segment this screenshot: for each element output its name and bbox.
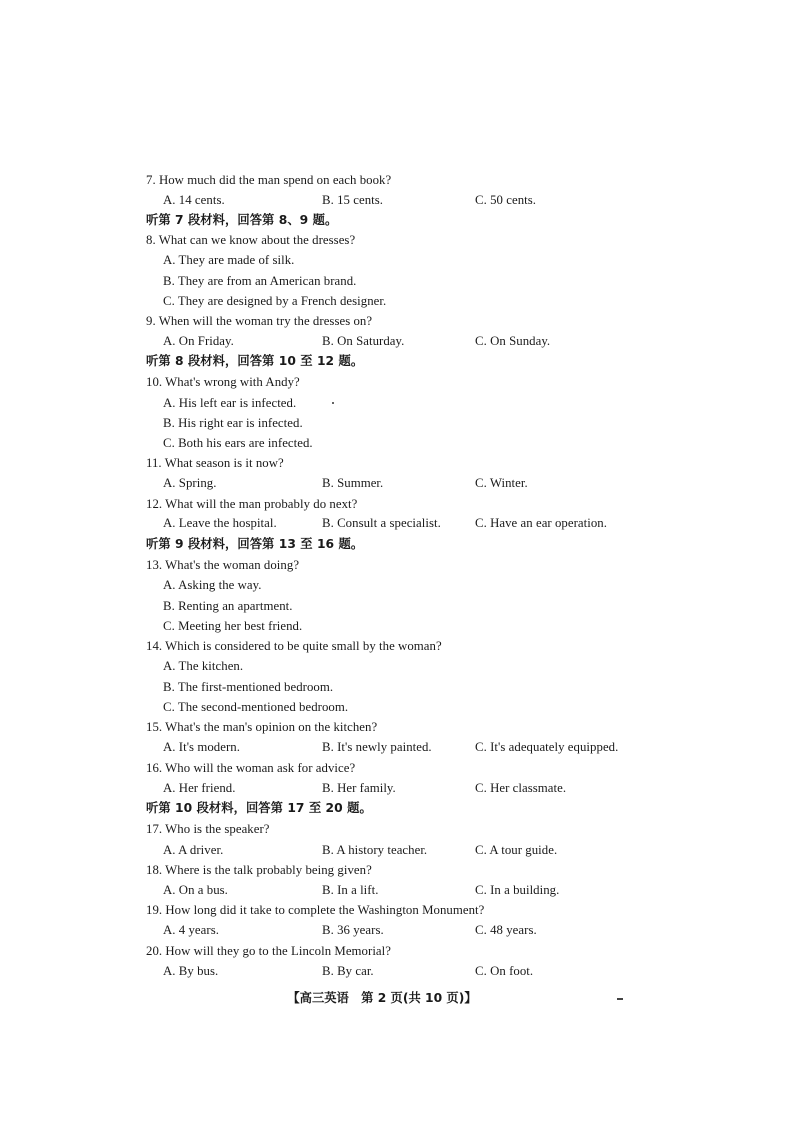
speck-mark [332, 402, 334, 404]
option-20a: A. By bus. [163, 964, 219, 978]
question-15: 15. What's the man's opinion on the kitchen? [146, 720, 378, 734]
option-17a: A. A driver. [163, 843, 224, 857]
section-heading-10: 听第 10 段材料，回答第 17 至 20 题。 [146, 801, 372, 815]
section-heading-9: 听第 9 段材料，回答第 13 至 16 题。 [146, 537, 364, 551]
question-17-options [0, 842, 800, 858]
option-20c: C. On foot. [475, 964, 534, 978]
option-11b: B. Summer. [322, 476, 384, 490]
option-9b: B. On Saturday. [322, 334, 405, 348]
question-11-options [0, 475, 800, 491]
option-13a: A. Asking the way. [163, 578, 262, 592]
question-7: 7. How much did the man spend on each book? [146, 173, 392, 187]
option-16a: A. Her friend. [163, 781, 236, 795]
question-13: 13. What's the woman doing? [146, 558, 300, 572]
dash-mark [617, 998, 623, 1000]
option-8c: C. They are designed by a French designer. [163, 294, 387, 308]
option-17b: B. A history teacher. [322, 843, 428, 857]
option-10a: A. His left ear is infected. [163, 396, 297, 410]
question-8: 8. What can we know about the dresses? [146, 233, 356, 247]
question-18: 18. Where is the talk probably being given? [146, 863, 372, 877]
option-8a: A. They are made of silk. [163, 253, 295, 267]
option-19c: C. 48 years. [475, 923, 537, 937]
option-7b: B. 15 cents. [322, 193, 384, 207]
option-8b: B. They are from an American brand. [163, 274, 357, 288]
option-16c: C. Her classmate. [475, 781, 567, 795]
option-15c: C. It's adequately equipped. [475, 740, 619, 754]
question-7-options [0, 192, 800, 208]
option-7a: A. 14 cents. [163, 193, 225, 207]
option-15a: A. It's modern. [163, 740, 240, 754]
option-14c: C. The second-mentioned bedroom. [163, 700, 349, 714]
option-16b: B. Her family. [322, 781, 396, 795]
option-18c: C. In a building. [475, 883, 560, 897]
question-17: 17. Who is the speaker? [146, 822, 270, 836]
option-15b: B. It's newly painted. [322, 740, 432, 754]
option-19a: A. 4 years. [163, 923, 219, 937]
question-12: 12. What will the man probably do next? [146, 497, 358, 511]
question-20: 20. How will they go to the Lincoln Memorial? [146, 944, 391, 958]
option-18b: B. In a lift. [322, 883, 379, 897]
section-heading-7: 听第 7 段材料，回答第 8、9 题。 [146, 213, 338, 227]
option-11c: C. Winter. [475, 476, 528, 490]
option-12c: C. Have an ear operation. [475, 516, 608, 530]
question-16-options [0, 780, 800, 796]
option-14b: B. The first-mentioned bedroom. [163, 680, 334, 694]
question-19: 19. How long did it take to complete the Washington Monument? [146, 903, 485, 917]
option-9a: A. On Friday. [163, 334, 234, 348]
option-17c: C. A tour guide. [475, 843, 558, 857]
option-13b: B. Renting an apartment. [163, 599, 293, 613]
option-14a: A. The kitchen. [163, 659, 244, 673]
question-20-options [0, 963, 800, 979]
option-7c: C. 50 cents. [475, 193, 537, 207]
option-13c: C. Meeting her best friend. [163, 619, 303, 633]
question-11: 11. What season is it now? [146, 456, 284, 470]
option-10c: C. Both his ears are infected. [163, 436, 313, 450]
option-19b: B. 36 years. [322, 923, 384, 937]
page-footer [0, 990, 800, 1006]
section-heading-8: 听第 8 段材料，回答第 10 至 12 题。 [146, 354, 364, 368]
option-9c: C. On Sunday. [475, 334, 551, 348]
option-20b: B. By car. [322, 964, 374, 978]
option-12a: A. Leave the hospital. [163, 516, 277, 530]
question-12-options [0, 515, 800, 531]
question-19-options [0, 922, 800, 938]
question-14: 14. Which is considered to be quite small by the woman? [146, 639, 442, 653]
option-11a: A. Spring. [163, 476, 217, 490]
question-15-options [0, 739, 800, 755]
question-16: 16. Who will the woman ask for advice? [146, 761, 356, 775]
question-18-options [0, 882, 800, 898]
question-10: 10. What's wrong with Andy? [146, 375, 300, 389]
page-footer-label: 【高三英语 第 2 页(共 10 页)】 [287, 991, 477, 1005]
question-9-options [0, 333, 800, 349]
question-9: 9. When will the woman try the dresses on? [146, 314, 373, 328]
option-12b: B. Consult a specialist. [322, 516, 441, 530]
option-10b: B. His right ear is infected. [163, 416, 303, 430]
option-18a: A. On a bus. [163, 883, 228, 897]
